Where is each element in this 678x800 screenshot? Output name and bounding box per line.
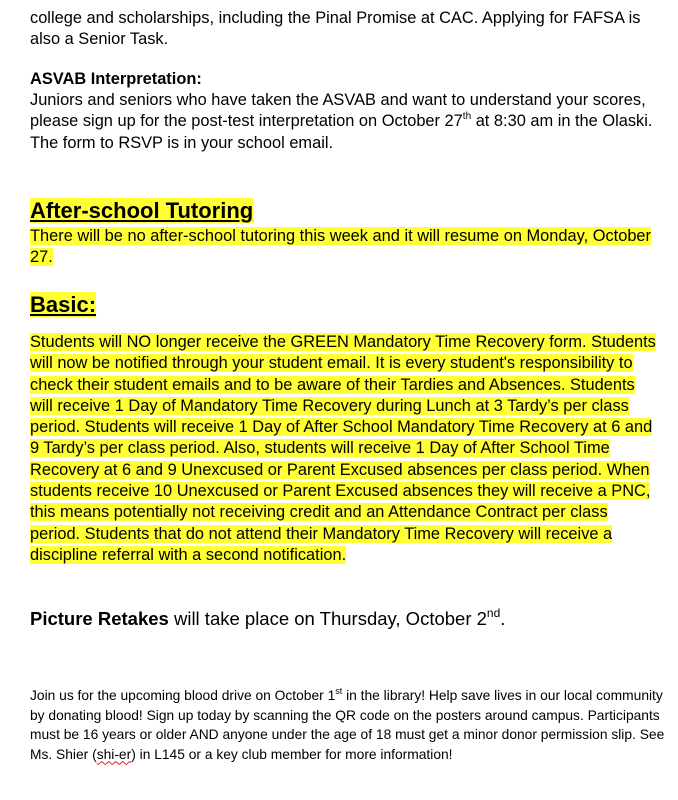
blood-drive-text-1: Join us for the upcoming blood drive on October 1 [30, 688, 336, 703]
asvab-paragraph [30, 90, 660, 154]
picture-retakes-paragraph [30, 607, 505, 631]
picture-retakes-superscript: nd [486, 606, 501, 620]
blood-drive-text-2: in the library! Help save lives in our local community by donating blood! Sign up today by scanning the QR code on the posters around campus. Participants must be 16 years or older AND anyone under the age of 18 must get a minor donor permission slip. See Ms. Shier ( [30, 688, 665, 762]
asvab-text-2: at 8:30 am in the Olaski. The form to RSVP is in your school email. [30, 112, 653, 152]
tutoring-text: There will be no after-school tutoring this week and it will resume on Monday, October 27. [30, 227, 652, 267]
blood-drive-superscript: st [335, 686, 343, 696]
blood-drive-paragraph [30, 686, 670, 764]
intro-paragraph: college and scholarships, including the Pinal Promise at CAC. Applying for FAFSA is also a Senior Task. [30, 9, 641, 49]
basic-heading-text: Basic: [30, 292, 97, 317]
tutoring-heading [30, 197, 253, 224]
tutoring-paragraph [30, 226, 660, 269]
basic-paragraph [30, 332, 658, 566]
tutoring-heading-text: After-school Tutoring [30, 198, 254, 223]
blood-drive-text-3: ) in L145 or a key club member for more information! [131, 746, 453, 762]
picture-retakes-text: will take place on Thursday, October 2 [168, 608, 487, 629]
asvab-superscript: th [462, 111, 472, 123]
asvab-text-1: Juniors and seniors who have taken the ASVAB and want to understand your scores, please sign up for the post-test interpretation on October 27 [30, 91, 646, 131]
picture-retakes-end: . [500, 608, 506, 629]
basic-text: Students will NO longer receive the GREEN Mandatory Time Recovery form. Students will now be notified through your student email. It is every student's responsibility to check their student emails and to be aware of their Tardies and Absences. Students will receive 1 Day of Mandatory Time Recovery during Lunch at 3 Tardy’s per class period. Students will receive 1 Day of After School Mandatory Time Recovery at 6 and 9 Tardy’s per class period. Also, students will receive 1 Day of After School Time Recovery at 6 and 9 Unexcused or Parent Excused absences per class period. When students receive 10 Unexcused or Parent Excused absences they will receive a PNC, this means potentially not receiving credit and an Attendance Contract per class period. Students that do not attend their Mandatory Time Recovery will receive a discipline referral with a second notification. [30, 333, 656, 564]
basic-heading [30, 291, 96, 318]
spellcheck-word: shi-er [96, 746, 132, 762]
asvab-heading: ASVAB Interpretation: [30, 70, 202, 88]
picture-retakes-label: Picture Retakes [30, 608, 169, 629]
